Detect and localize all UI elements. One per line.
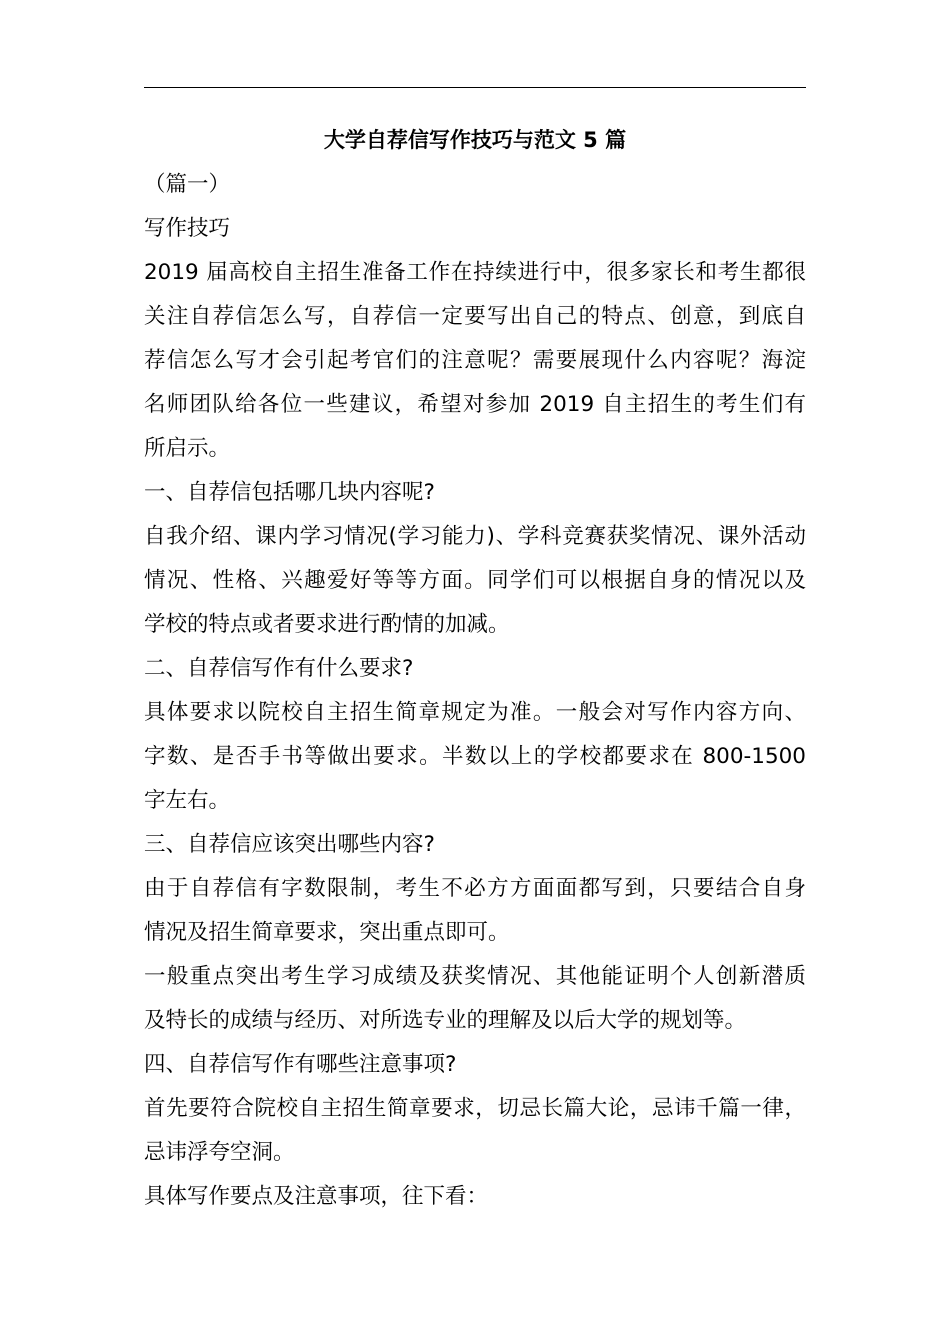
section-label: （篇一） <box>144 172 231 197</box>
paragraph-line: 具体写作要点及注意事项，往下看： <box>144 1184 489 1209</box>
paragraph-line: 情况及招生简章要求，突出重点即可。 <box>144 920 510 945</box>
paragraph-line: 自我介绍、课内学习情况(学习能力)、学科竞赛获奖情况、课外活动 <box>144 524 806 549</box>
question-heading: 一、自荐信包括哪几块内容呢? <box>144 480 435 505</box>
paragraph-line: 情况、性格、兴趣爱好等等方面。同学们可以根据自身的情况以及 <box>144 568 806 593</box>
paragraph-line: 一般重点突出考生学习成绩及获奖情况、其他能证明个人创新潜质 <box>144 964 806 989</box>
paragraph-line: 及特长的成绩与经历、对所选专业的理解及以后大学的规划等。 <box>144 1008 747 1033</box>
paragraph-line: 具体要求以院校自主招生简章规定为准。一般会对写作内容方向、 <box>144 700 806 725</box>
paragraph-line: 关注自荐信怎么写，自荐信一定要写出自己的特点、创意，到底自 <box>144 304 806 329</box>
section-heading: 写作技巧 <box>144 216 231 241</box>
paragraph-line: 2019 届高校自主招生准备工作在持续进行中，很多家长和考生都很 <box>144 260 806 285</box>
paragraph-line: 学校的特点或者要求进行酌情的加减。 <box>144 612 510 637</box>
paragraph-line: 所启示。 <box>144 436 231 461</box>
header-rule <box>144 87 806 88</box>
question-heading: 四、自荐信写作有哪些注意事项? <box>144 1052 457 1077</box>
paragraph-line: 由于自荐信有字数限制，考生不必方方面面都写到，只要结合自身 <box>144 876 806 901</box>
paragraph-line: 首先要符合院校自主招生简章要求，切忌长篇大论，忌讳千篇一律， <box>144 1096 806 1121</box>
question-heading: 三、自荐信应该突出哪些内容? <box>144 832 435 857</box>
question-heading: 二、自荐信写作有什么要求? <box>144 656 414 681</box>
paragraph-line: 字数、是否手书等做出要求。半数以上的学校都要求在 800-1500 <box>144 744 806 769</box>
document-title: 大学自荐信写作技巧与范文 5 篇 <box>323 128 627 152</box>
paragraph-line: 荐信怎么写才会引起考官们的注意呢？需要展现什么内容呢？海淀 <box>144 348 806 373</box>
paragraph-line: 字左右。 <box>144 788 231 813</box>
paragraph-line: 名师团队给各位一些建议，希望对参加 2019 自主招生的考生们有 <box>144 392 806 417</box>
paragraph-line: 忌讳浮夸空洞。 <box>144 1140 295 1165</box>
